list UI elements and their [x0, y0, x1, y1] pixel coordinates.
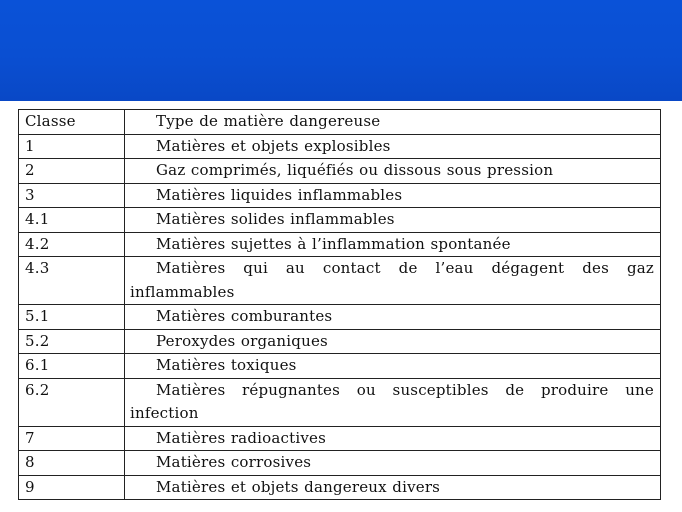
- table-row: [19, 232, 661, 257]
- table-row: [19, 183, 661, 208]
- table-row: [19, 305, 661, 330]
- header-classe: Classe: [19, 110, 125, 135]
- cell-classe: 9: [19, 475, 125, 500]
- dangerous-goods-table: [18, 109, 660, 500]
- cell-type: Matières liquides inflammables: [125, 183, 661, 208]
- cell-classe: 7: [19, 426, 125, 451]
- cell-classe: 1: [19, 134, 125, 159]
- table-row: [19, 134, 661, 159]
- cell-type: Peroxydes organiques: [125, 329, 661, 354]
- cell-type: Matières radioactives: [125, 426, 661, 451]
- cell-type: Matières corrosives: [125, 451, 661, 476]
- cell-classe: 4.2: [19, 232, 125, 257]
- cell-classe: 8: [19, 451, 125, 476]
- table-row: [19, 208, 661, 233]
- classes-table: [18, 109, 661, 500]
- cell-classe: 4.3: [19, 257, 125, 305]
- table-row: [19, 257, 661, 305]
- table-row: [19, 329, 661, 354]
- table-row: [19, 475, 661, 500]
- cell-classe: 5.1: [19, 305, 125, 330]
- cell-type: Matières toxiques: [125, 354, 661, 379]
- cell-type: Matières répugnantes ou susceptibles de produire une infection: [125, 378, 661, 426]
- cell-classe: 3: [19, 183, 125, 208]
- table-row: [19, 426, 661, 451]
- cell-type: Gaz comprimés, liquéfiés ou dissous sous pression: [125, 159, 661, 184]
- table-row: [19, 451, 661, 476]
- cell-type: Matières solides inflammables: [125, 208, 661, 233]
- cell-type: Matières et objets explosibles: [125, 134, 661, 159]
- cell-classe: 2: [19, 159, 125, 184]
- cell-type: Matières comburantes: [125, 305, 661, 330]
- cell-classe: 4.1: [19, 208, 125, 233]
- table-header-row: [19, 110, 661, 135]
- cell-type: Matières sujettes à l’inflammation spontanée: [125, 232, 661, 257]
- table-row: [19, 378, 661, 426]
- header-banner: [0, 0, 682, 101]
- cell-classe: 6.1: [19, 354, 125, 379]
- header-type: Type de matière dangereuse: [125, 110, 661, 135]
- cell-classe: 6.2: [19, 378, 125, 426]
- cell-type: Matières qui au contact de l’eau dégagent des gaz inflammables: [125, 257, 661, 305]
- table-row: [19, 159, 661, 184]
- cell-type: Matières et objets dangereux divers: [125, 475, 661, 500]
- cell-classe: 5.2: [19, 329, 125, 354]
- table-row: [19, 354, 661, 379]
